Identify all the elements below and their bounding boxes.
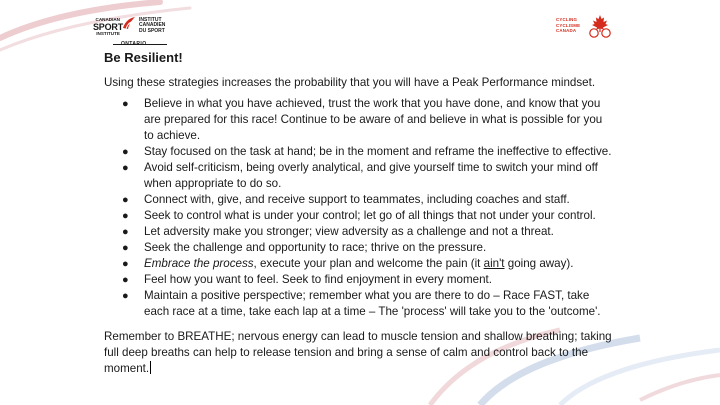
canadian-sport-institute-logo	[93, 14, 189, 48]
bullet-icon: ●	[122, 146, 129, 158]
logo-french-text: INSTITUT CANADIEN DU SPORT	[139, 17, 166, 34]
list-item: ● Feel how you want to feel. Seek to find enjoyment in every moment.	[122, 273, 492, 286]
list-item: ● Stay focused on the task at hand; be in the moment and reframe the ineffective to effective.	[122, 145, 612, 158]
emphasis-text: Embrace the process	[144, 257, 254, 270]
bullet-icon: ●	[122, 274, 129, 286]
text-cursor	[150, 361, 151, 374]
list-item: ● Avoid self-criticism, being overly analytical, and give yourself time to switch your mind off when appropriate to do so.	[122, 161, 598, 190]
document-body	[104, 50, 614, 377]
list-item: ● Let adversity make you stronger; view adversity as a challenge and not a threat.	[122, 225, 554, 238]
logo-english-text: CANADIAN SPORT INSTITUTE	[93, 17, 124, 36]
list-item: ● Maintain a positive perspective; remember what you are there to do – Race FAST, take each race at a time, take each lap at a time – The 'process' will take you to the 'outcome'.	[122, 289, 601, 318]
logo-province: ONTARIO	[121, 41, 147, 47]
underlined-word: ain't	[483, 257, 505, 270]
bullet-icon: ●	[122, 194, 129, 206]
cycling-canada-logo	[556, 13, 614, 39]
strategy-list	[104, 96, 614, 320]
cycling-canada-text: CYCLING CYCLISME CANADA	[556, 17, 581, 33]
bullet-icon: ●	[122, 98, 129, 110]
list-item: ● Embrace the process, execute your plan and welcome the pain (it ain't going away).	[122, 257, 574, 270]
bullet-icon: ●	[122, 290, 129, 302]
closing-paragraph[interactable]: Remember to BREATHE; nervous energy can lead to muscle tension and shallow breathing; taking full deep breaths can help to release tension and bring a sense of calm and control back to the moment.	[104, 330, 612, 375]
list-item: ● Believe in what you have achieved, trust the work that you have done, and know that you are prepared for this race! Continue to be aware of and believe in what is possible for you to achieve.	[122, 97, 603, 142]
list-item: ● Seek to control what is under your control; let go of all things that not under your control.	[122, 209, 596, 222]
list-item: ● Connect with, give, and receive support to teammates, including coaches and staff.	[122, 193, 570, 206]
document-title: Be Resilient!	[104, 50, 183, 65]
list-item: ● Seek the challenge and opportunity to race; thrive on the pressure.	[122, 241, 487, 254]
intro-paragraph: Using these strategies increases the probability that you will have a Peak Performance mindset.	[104, 76, 596, 89]
bullet-icon: ●	[122, 226, 129, 238]
bullet-icon: ●	[122, 210, 129, 222]
bullet-icon: ●	[122, 242, 129, 254]
maple-leaf-emblem-icon	[122, 16, 136, 30]
bullet-icon: ●	[122, 162, 129, 174]
cycling-canada-maple-wheel-icon	[587, 13, 613, 39]
bullet-icon: ●	[122, 258, 129, 270]
